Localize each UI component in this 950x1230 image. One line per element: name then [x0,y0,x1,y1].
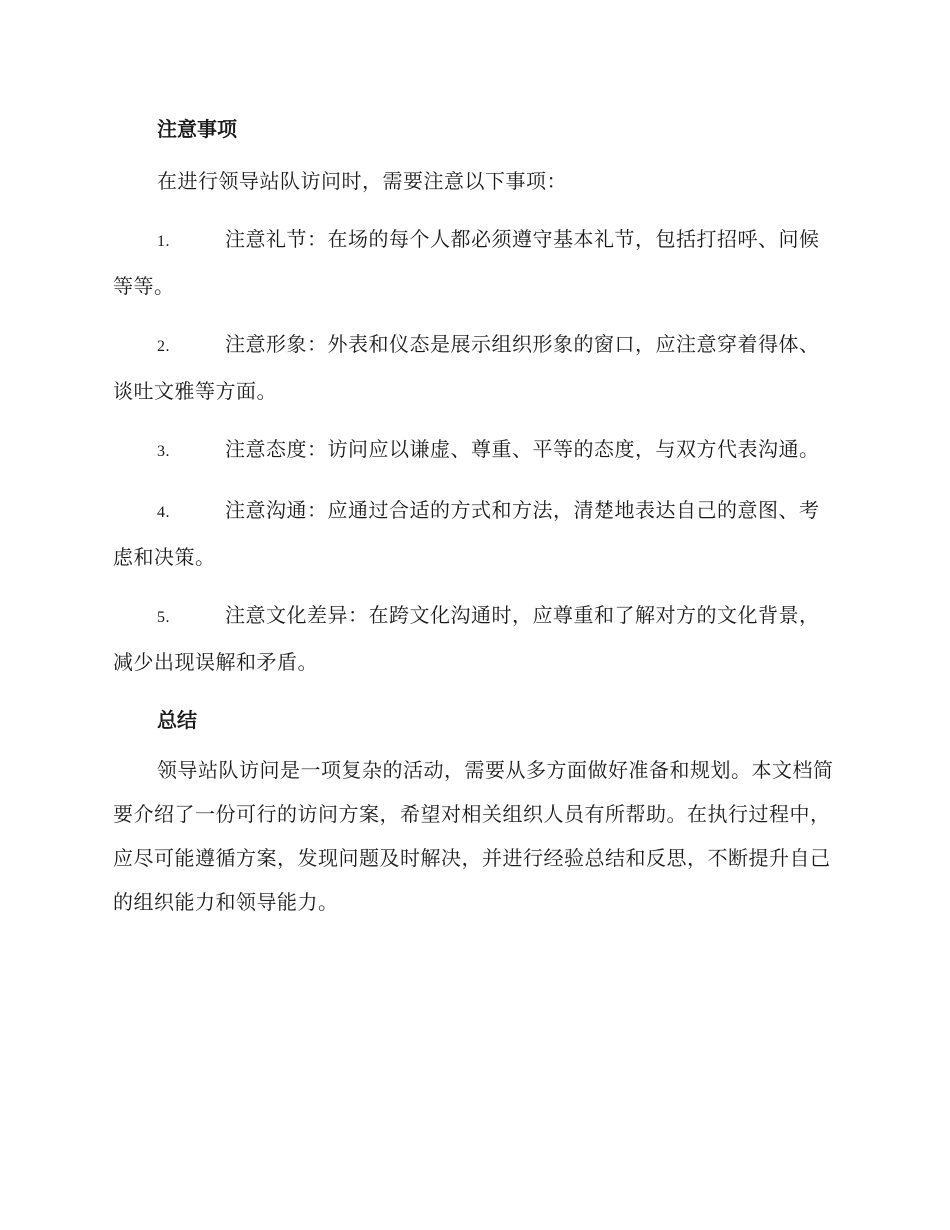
list-item [113,488,835,579]
list-item-text: 注意文化差异：在跨文化沟通时，应尊重和了解对方的文化背景，减少出现误解和矛盾。 [113,603,820,674]
list-item-text: 注意形象：外表和仪态是展示组织形象的窗口，应注意穿着得体、谈吐文雅等方面。 [113,332,820,403]
summary-heading: 总结 [157,708,197,732]
notes-intro: 在进行领导站队访问时，需要注意以下事项： [157,169,567,193]
list-item [113,593,835,684]
list-item [113,427,835,474]
list-item-number: 5. [157,609,170,626]
list-item [113,217,835,308]
list-item-number: 4. [157,504,170,521]
list-item-number: 2. [157,338,170,355]
notes-list [113,217,835,684]
list-item-text: 注意沟通：应通过合适的方式和方法，清楚地表达自己的意图、考虑和决策。 [113,498,820,569]
document-page [113,107,835,938]
summary-paragraph: 领导站队访问是一项复杂的活动，需要从多方面做好准备和规划。本文档简要介绍了一份可行的访问方案，希望对相关组织人员有所帮助。在执行过程中，应尽可能遵循方案，发现问题及时解决，并进行经验总结和反思，不断提升自己的组织能力和领导能力。 [113,758,834,914]
list-item-text: 注意态度：访问应以谦虚、尊重、平等的态度，与双方代表沟通。 [225,437,820,461]
list-item [113,322,835,413]
list-item-number: 3. [157,443,170,460]
list-item-number: 1. [157,233,170,250]
notes-heading: 注意事项 [157,117,237,141]
list-item-text: 注意礼节：在场的每个人都必须遵守基本礼节，包括打招呼、问候等等。 [113,227,820,298]
